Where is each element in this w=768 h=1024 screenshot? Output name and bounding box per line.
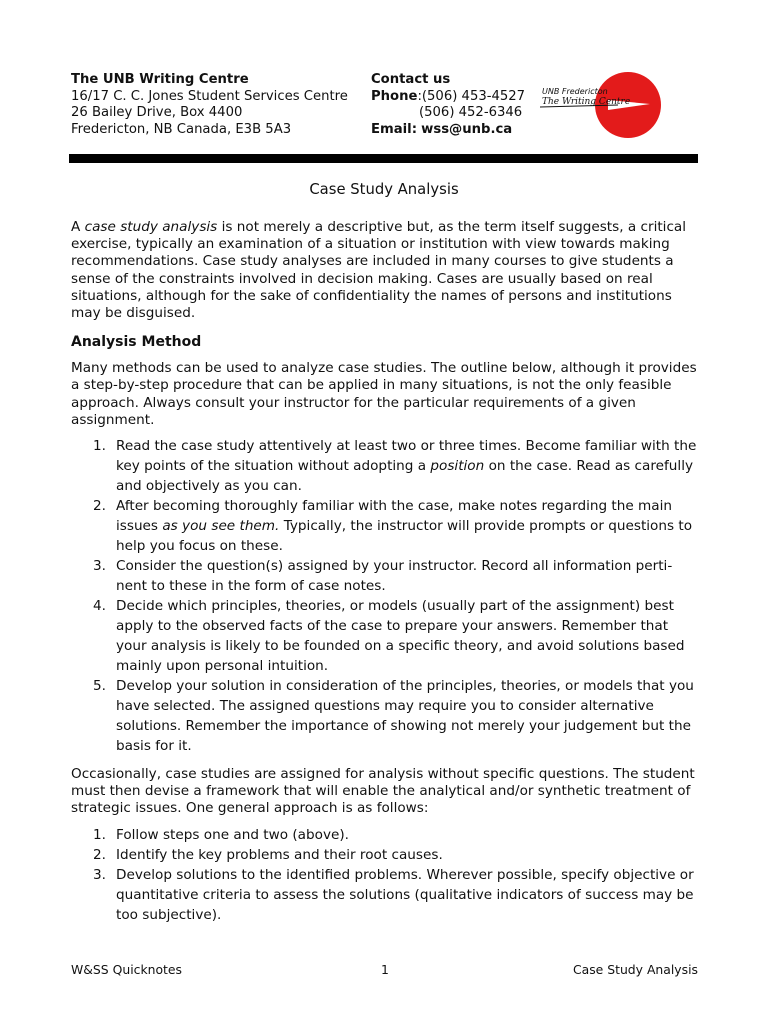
list-item: 1. Read the case study attentively at least two or three times. Become familiar with the key points of the situation without adopting a position on the case. Read as carefully and objectively as you can. bbox=[93, 438, 697, 495]
list-item: 1. Follow steps one and two (above). bbox=[93, 826, 349, 843]
document-body bbox=[71, 219, 701, 925]
analysis-steps-list bbox=[71, 436, 701, 756]
address-line: 26 Bailey Drive, Box 4400 bbox=[71, 105, 243, 120]
header-divider bbox=[69, 154, 698, 163]
list-item: 4. Decide which principles, theories, or models (usually part of the assignment) best apply to the observed facts of the case to prepare your answers. Remember that your analysis is likely to be founded on a specific theory, and avoid solutions based mainly upon personal intuition. bbox=[93, 598, 685, 675]
org-name: The UNB Writing Centre bbox=[71, 72, 249, 87]
email-address[interactable]: wss@unb.ca bbox=[421, 121, 513, 137]
intro-paragraph: A case study analysis is not merely a descriptive but, as the term itself suggests, a critical exercise, typically an examination of a situation or institution with view towards making recommendations. Case study analyses are included in many courses to give students a sense of the constraints involved in decision making. Cases are usually based on real situations, although for the sake of confidentiality the names of persons and institutions may be disguised. bbox=[71, 219, 687, 322]
org-address-block bbox=[71, 72, 348, 138]
section-heading: Analysis Method bbox=[71, 334, 202, 351]
list-item: 5. Develop your solution in consideration of the principles, theories, or models that you have selected. The assigned questions may require you to consider alternative solutions. Remember the importance of showing not merely your judgement but the basis for it. bbox=[93, 678, 694, 755]
address-line: 16/17 C. C. Jones Student Services Centre bbox=[71, 88, 348, 104]
phone-number: :(506) 453-4527 bbox=[417, 88, 526, 104]
method-paragraph: Many methods can be used to analyze case studies. The outline below, although it provides a step-by-step procedure that can be applied in many situations, is not the only feasible approach. Always consult your instructor for the particular requirements of a given assignment. bbox=[71, 360, 697, 428]
logo-text-line1: UNB Fredericton bbox=[542, 87, 608, 96]
writing-centre-logo bbox=[538, 70, 666, 140]
logo-text-line2: The Writing Centre bbox=[542, 97, 631, 107]
general-approach-list bbox=[71, 825, 701, 925]
footer-left: W&SS Quicknotes bbox=[71, 962, 182, 977]
contact-heading: Contact us bbox=[371, 72, 451, 87]
phone-number-alt: (506) 452-6346 bbox=[419, 105, 523, 120]
list-item: 3. Consider the question(s) assigned by your instructor. Record all information perti-nent to these in the form of case notes. bbox=[93, 558, 673, 595]
page-number: 1 bbox=[381, 962, 389, 977]
address-line: Fredericton, NB Canada, E3B 5A3 bbox=[71, 121, 292, 137]
phone-label: Phone bbox=[371, 88, 418, 104]
list-item: 3. Develop solutions to the identified problems. Wherever possible, specify objective or quantitative criteria to assess the solutions (qualitative indicators of success may be too subjective). bbox=[93, 866, 694, 923]
list-item: 2. After becoming thoroughly familiar with the case, make notes regarding the main issues as you see them. Typically, the instructor will provide prompts or questions to help you focus on these. bbox=[93, 498, 693, 555]
occasional-paragraph: Occasionally, case studies are assigned for analysis without specific questions. The student must then devise a framework that will enable the analytical and/or synthetic treatment of strategic issues. One general approach is as follows: bbox=[71, 766, 695, 817]
intro-emphasis: case study analysis bbox=[84, 219, 218, 235]
email-label: Email: bbox=[371, 121, 417, 137]
contact-block bbox=[371, 72, 525, 138]
list-item: 2. Identify the key problems and their root causes. bbox=[93, 846, 443, 863]
page-title: Case Study Analysis bbox=[309, 181, 459, 198]
footer-right: Case Study Analysis bbox=[572, 962, 698, 977]
